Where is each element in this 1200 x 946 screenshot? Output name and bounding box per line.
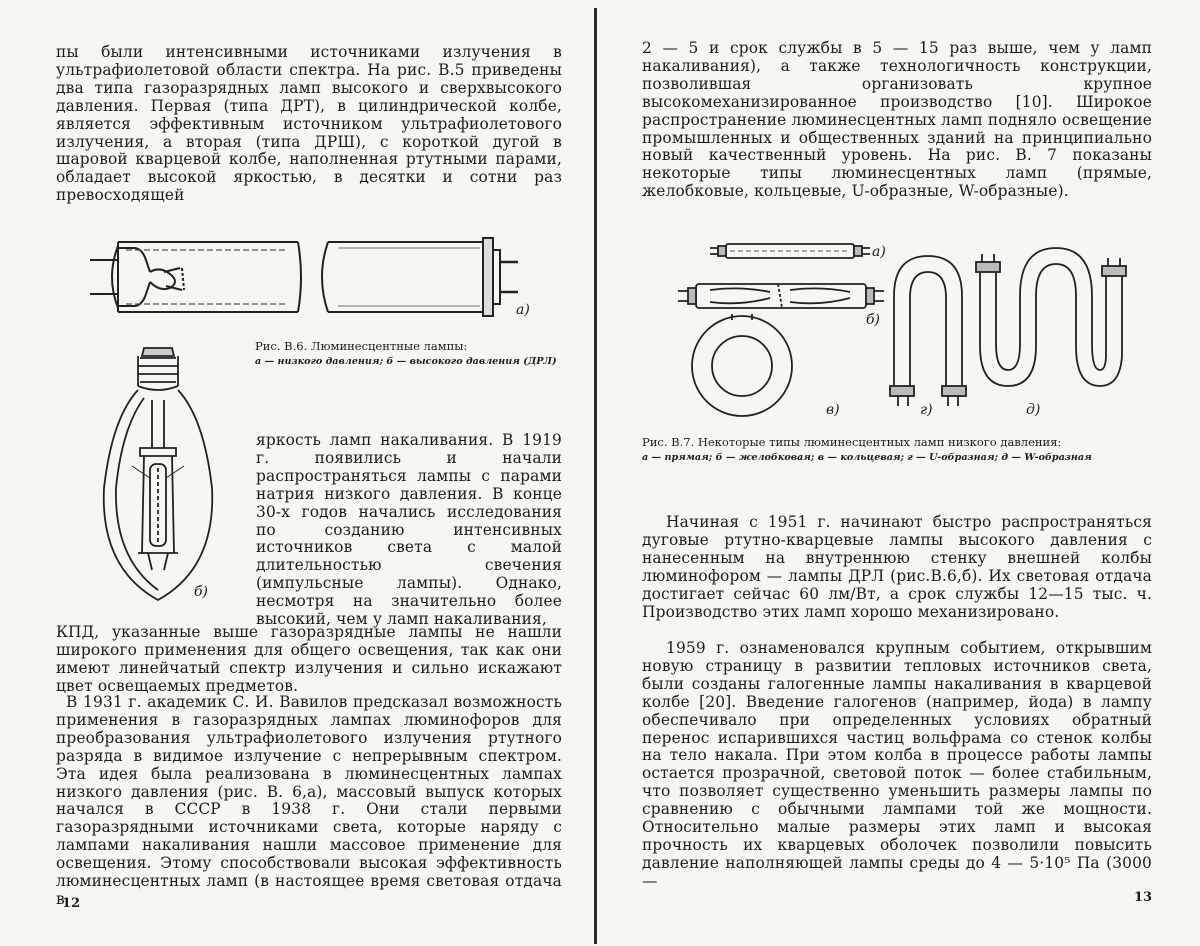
figure-b6-label-b: б)	[194, 584, 209, 600]
figure-b7-label-b: б)	[866, 312, 881, 328]
figure-b7-label-g: г)	[920, 402, 933, 418]
figure-b6-caption-legend: а — низкого давления; б — высокого давления (ДРЛ)	[255, 356, 557, 367]
left-para-full: КПД, указанные выше газоразрядные лампы не нашли широкого применения для общего освещения, так как они имеют линейчатый спектр излучения и сильно искажают цвет освещаемых предметов.	[56, 623, 562, 695]
left-page	[0, 0, 596, 946]
right-page	[600, 0, 1200, 946]
left-para-vavilov: В 1931 г. академик С. И. Вавилов предсказал возможность применения в газоразрядных лампах люминофоров для преобразования ультрафиолетового излучения ртутного разряда в видимое излучение с непрерывным спектром. Эта идея была реализована в люминесцентных лампах низкого давления (рис. В. 6,а), массовый выпуск которых начался в СССР в 1938 г. Они стали первыми газоразрядными источниками света, которые наряду с лампами накаливания нашли массовое применение для освещения. Этому способствовали высокая эффективность люминесцентных ламп (в настоящее время световая отдача в	[56, 693, 562, 908]
figure-b7-label-d: д)	[1026, 402, 1041, 418]
figure-b6b-drl-lamp	[92, 338, 232, 608]
figure-b7-label-a: а)	[872, 244, 886, 260]
right-para-drl: Начиная с 1951 г. начинают быстро распространяться дуговые ртутно-кварцевые лампы высокого давления с нанесенным на внутреннюю стенку внешней колбы люминофором — лампы ДРЛ (рис.В.6,б). Их световая отдача достигает сейчас 60 лм/Вт, а срок службы 12—15 тыс. ч. Производство этих ламп хорошо механизировано.	[642, 513, 1152, 621]
figure-b7-caption-legend: а — прямая; б — желобковая; в — кольцевая; г — U-образная; д — W-образная	[642, 452, 1092, 463]
right-para-top: 2 — 5 и срок службы в 5 — 15 раз выше, чем у ламп накаливания), а также технологичность конструкции, позволившая организовать крупное высокомеханизированное производство [10]. Широкое распространение люминесцентных ламп подняло освещение промышленных и общественных зданий на принципиально новый качественный уровень. На рис. В. 7 показаны некоторые типы люминесцентных ламп (прямые, желобковые, кольцевые, U-образные, W-образные).	[642, 39, 1152, 201]
figure-b7-caption: Рис. В.7. Некоторые типы люминесцентных ламп низкого давления:	[642, 435, 1062, 449]
figure-b7-label-v: в)	[826, 402, 840, 418]
tube-drawing	[88, 228, 528, 328]
figure-b6a-fluorescent-tube	[88, 228, 528, 328]
page-number-right: 13	[1134, 890, 1153, 905]
page-number-left: 12	[62, 896, 81, 911]
drl-lamp-drawing	[92, 338, 232, 608]
figure-b7-lamp-types	[670, 236, 1130, 426]
figure-b6-caption: Рис. В.6. Люминесцентные лампы:	[255, 339, 468, 353]
left-para-top: пы были интенсивными источниками излучения в ультрафиолетовой области спектра. На рис. В.5 приведены два типа газоразрядных ламп высокого и сверхвысокого давления. Первая (типа ДРТ), в цилиндрической колбе, является эффективным источником ультрафиолетового излучения, а вторая (типа ДРШ), с короткой дугой в шаровой кварцевой колбе, наполненная ртутными парами, обладает высокой яркостью, в десятки и сотни раз превосходящей	[56, 43, 562, 205]
right-para-halogen: 1959 г. ознаменовался крупным событием, открывшим новую страницу в развитии тепловых источников света, были созданы галогенные лампы накаливания в кварцевой колбе [20]. Введение галогенов (например, йода) в лампу обеспечивало при определенных условиях обратный перенос испарившихся частиц вольфрама со стенок колбы на тело накала. При этом колба в процессе работы лампы остается прозрачной, световой поток — более стабильным, что позволяет существенно уменьшить размеры лампы по сравнению с обычными лампами той же мощности. Относительно малые размеры этих ламп и высокая прочность их кварцевых оболочек позволили повысить давление наполняющей лампы среды до 4 — 5·10⁵ Па (3000—	[642, 639, 1152, 890]
left-para-side: яркость ламп накаливания. В 1919 г. появились и начали распространяться лампы с парами натрия низкого давления. В конце 30-х годов начались исследования по созданию интенсивных источников света с малой длительностью свечения (импульсные лампы). Однако, несмотря на значительно более высокий, чем у ламп накаливания,	[256, 431, 562, 629]
figure-b6-label-a: а)	[516, 302, 530, 318]
lamp-types-drawing	[670, 236, 1130, 426]
